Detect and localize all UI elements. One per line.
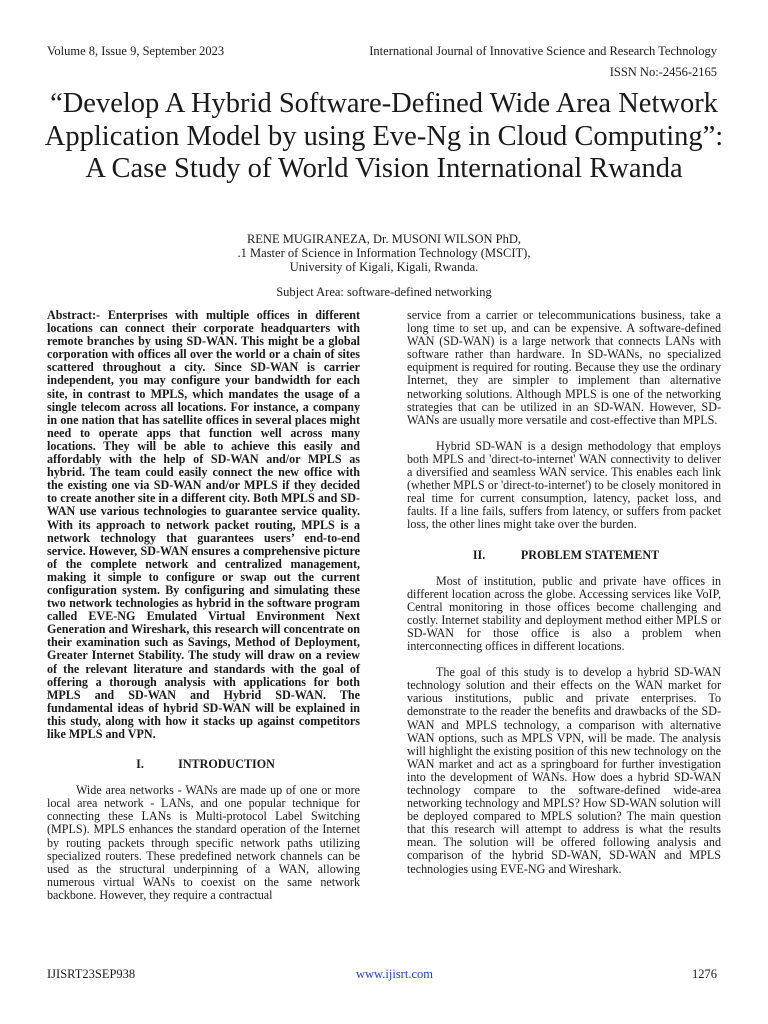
left-column — [47, 309, 360, 902]
page-number: 1276 — [692, 967, 717, 981]
header-journal: International Journal of Innovative Science and Research Technology — [369, 44, 717, 58]
section-number: II. — [472, 547, 486, 562]
problem-statement-paragraph-1: Most of institution, public and private have offices in different location across the globe. Accessing services like VoIP, Central monitoring in those offices become challenging and costly. Internet stability and deployment method either MPLS or SD-WAN for those office is also a problem when interconnecting offices in different locations. — [407, 573, 721, 654]
authors: RENE MUGIRANEZA, Dr. MUSONI WILSON PhD, — [246, 232, 522, 246]
continuation-paragraph-1: service from a carrier or telecommunications business, take a long time to set up, and can be expensive. A software-defined WAN (SD-WAN) is a large network that connects LANs with software rather than hardware. In SD-WANs, no specialized equipment is required for routing. Because they use the ordinary Internet, they are simpler to implement than alternative networking solutions. Although MPLS is one of the networking strategies that can be utilized in an SD-WAN. However, SD-WANs are usually more versatile and cost-effective than MPLS. — [407, 308, 721, 427]
header-volume: Volume 8, Issue 9, September 2023 — [47, 44, 225, 58]
introduction-heading — [47, 758, 360, 771]
affiliation-line-1: .1 Master of Science in Information Technology (MSCIT), — [237, 246, 531, 260]
right-column — [407, 309, 721, 876]
section-number: I. — [136, 757, 144, 772]
abstract: Abstract:- Enterprises with multiple offices in different locations can connect their corporate headquarters with remote branches by using SD-WAN. This might be a global corporation with offices all over the world or a chain of sites scattered throughout a city. Since SD-WAN is carrier independent, you may configure your bandwidth for each site, in contrast to MPLS, which mandates the usage of a single telecom across all locations. For instance, a company in one nation that has satellite offices in several places might need to operate apps that function well across many locations. They will be able to achieve this easily and affordably with the help of SD-WAN and/or MPLS as hybrid. The team could easily connect the new office with the existing one via SD-WAN and/or MPLS if they decided to create another site in a different city. Both MPLS and SD-WAN use various technologies to guarantee service quality. With its approach to network packet routing, MPLS is a network technology that guarantees users’ end-to-end service. However, SD-WAN ensures a comprehensive picture of the complete network and centralized management, making it simple to configure or swap out the current configuration system. By configuring and simulating these two network technologies as hybrid in the software program called EVE-NG Emulated Virtual Environment Next Generation and Wireshark, this research will concentrate on their examination such as Savings, Method of Deployment, Greater Internet Stability. The study will draw on a review of the relevant literature and standards with the goal of offering a thorough analysis with applications for both MPLS and SD-WAN and Hybrid SD-WAN. The fundamental ideas of hybrid SD-WAN will be explained in this study, along with how it stacks up against competitors like MPLS and VPN. — [47, 308, 360, 741]
footer-code: IJISRT23SEP938 — [47, 967, 136, 981]
header-issn: ISSN No:-2456-2165 — [609, 65, 717, 79]
subject-area: Subject Area: software-defined networking — [276, 285, 492, 299]
affiliation-line-2: University of Kigali, Kigali, Rwanda. — [289, 260, 479, 274]
footer-link[interactable]: www.ijisrt.com — [356, 967, 433, 981]
problem-statement-paragraph-2: The goal of this study is to develop a hybrid SD-WAN technology solution and their effects on the WAN market for various institutions, public and private enterprises. To demonstrate to the reader the benefits and drawbacks of the SD-WAN and MPLS technology, a comparison with alternative WAN options, such as MPLS VPN, will be made. The analysis will highlight the existing position of this new technology on the WAN market and act as a springboard for further investigation into the development of WANs. How does a hybrid SD-WAN technology compare to the software-defined wide-area networking technology and MPLS? How SD-WAN solution will be deployed compared to MPLS solution? The main question that this research will attempt to address is what the results mean. The solution will be offered following analysis and comparison of the hybrid SD-WAN, SD-WAN and MPLS technologies using EVE-NG and Wireshark. — [407, 665, 721, 876]
introduction-paragraph: Wide area networks - WANs are made up of one or more local area network - LANs, and one popular technique for connecting these LANs is Multi-protocol Label Switching (MPLS). MPLS enhances the standard operation of the Internet by routing packets through specific network paths utilizing specialized routers. These predefined network channels can be used as the structural underpinning of a WAN, allowing numerous virtual WANs to coexist on the same network backbone. However, they require a contractual — [47, 783, 360, 902]
continuation-paragraph-2: Hybrid SD-WAN is a design methodology that employs both MPLS and 'direct-to-internet' WAN connectivity to deliver a diversified and seamless WAN service. This enables each link (whether MPLS or 'direct-to-internet') to be closely monitored in real time for current consumption, latency, packet loss, and faults. If a line fails, suffers from latency, or suffers from packet loss, the other lines might take over the burden. — [407, 438, 721, 532]
problem-statement-heading — [407, 549, 721, 562]
paper-title: “Develop A Hybrid Software-Defined Wide Area Network Application Model by using Eve-Ng in Cloud Computing”: A Case Study of World Vision International Rwanda — [44, 88, 724, 184]
section-title: INTRODUCTION — [178, 757, 275, 772]
section-title: PROBLEM STATEMENT — [520, 547, 660, 562]
